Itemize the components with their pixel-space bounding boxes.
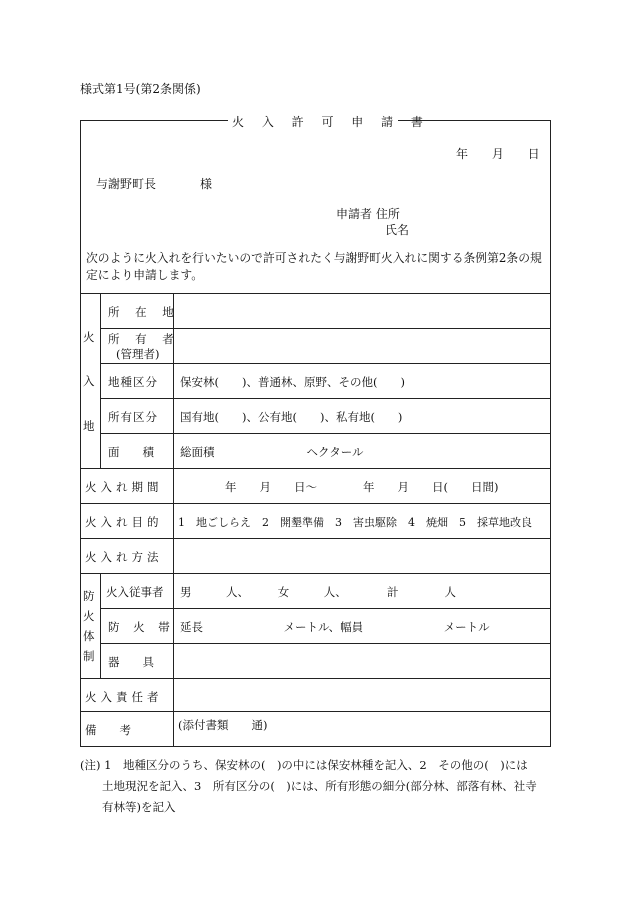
equipment-label: 器 具 — [108, 655, 154, 669]
remarks-label: 備 考 — [85, 723, 131, 737]
fire-group-char: 体 — [83, 629, 95, 643]
fire-group-char: 制 — [83, 649, 95, 663]
notes-line: 1 地種区分のうち、保安林の( )の中には保安林種を記入、2 その他の( )には — [104, 758, 528, 772]
row-line — [80, 678, 551, 679]
notes — [80, 755, 550, 818]
honorific: 様 — [200, 177, 213, 191]
row-line — [100, 398, 551, 399]
row-line — [100, 608, 551, 609]
land-group-char: 火 — [83, 330, 95, 344]
area-value[interactable]: 総面積 ヘクタール — [180, 445, 364, 459]
addressee: 与謝野町長 — [96, 177, 157, 191]
notes-prefix: (注) — [80, 758, 101, 772]
row-line — [80, 468, 551, 469]
form-title: 火 入 許 可 申 請 書 — [232, 115, 430, 129]
land-group-char: 入 — [83, 374, 95, 388]
land-manager-label: (管理者) — [116, 347, 160, 361]
land-type-value[interactable]: 保安林( )、普通林、原野、その他( ) — [180, 375, 405, 389]
area-label: 面 積 — [108, 445, 154, 459]
applicant-name-label: 氏名 — [385, 223, 410, 237]
row-line — [80, 573, 551, 574]
period-value[interactable]: 年 月 日〜 年 月 日( 日間) — [225, 480, 499, 494]
ownership-type-value[interactable]: 国有地( )、公有地( )、私有地( ) — [180, 410, 403, 424]
notes-line: 有林等)を記入 — [102, 800, 176, 814]
remarks-value[interactable]: (添付書類 通) — [178, 718, 268, 732]
period-label: 火入れ期間 — [85, 480, 163, 494]
method-label: 火入れ方法 — [85, 550, 163, 564]
land-type-label: 地種区分 — [108, 375, 158, 389]
land-owner-label: 所 有 者 — [108, 332, 180, 346]
row-line — [100, 433, 551, 434]
applicant-address-label: 申請者 住所 — [336, 207, 400, 221]
purpose-value[interactable]: 1 地ごしらえ 2 開墾準備 3 害虫駆除 4 焼畑 5 採草地改良 — [178, 516, 532, 529]
table-top-line — [80, 293, 551, 294]
row-line — [80, 503, 551, 504]
notes-line: 土地現況を記入、3 所有区分の( )には、所有形態の細分(部分林、部落有林、社寺 — [102, 779, 537, 793]
firebreak-value[interactable]: 延長 メートル、幅員 メートル — [180, 620, 490, 634]
purpose-label: 火入れ目的 — [85, 515, 163, 529]
row-line — [100, 328, 551, 329]
land-location-label: 所 在 地 — [108, 305, 180, 319]
group-divider — [100, 293, 101, 468]
land-group-char: 地 — [83, 419, 95, 433]
label-divider — [173, 293, 174, 747]
form-number: 様式第1号(第2条関係) — [80, 82, 201, 96]
firebreak-label: 防 火 帯 — [108, 620, 175, 634]
fire-group-char: 火 — [83, 609, 95, 623]
row-line — [80, 538, 551, 539]
workers-label: 火入従事者 — [106, 585, 164, 599]
row-line — [100, 363, 551, 364]
responsible-label: 火入責任者 — [85, 690, 163, 704]
fire-group-char: 防 — [83, 589, 95, 603]
intro-text: 次のように火入れを行いたいので許可されたく与謝野町火入れに関する条例第2条の規定により申請します。 — [86, 251, 542, 282]
row-line — [80, 711, 551, 712]
ownership-type-label: 所有区分 — [108, 410, 158, 424]
row-line — [100, 643, 551, 644]
workers-value[interactable]: 男 人、 女 人、 計 人 — [180, 585, 456, 599]
date-line: 年 月 日 — [456, 147, 540, 161]
group-divider — [100, 573, 101, 678]
